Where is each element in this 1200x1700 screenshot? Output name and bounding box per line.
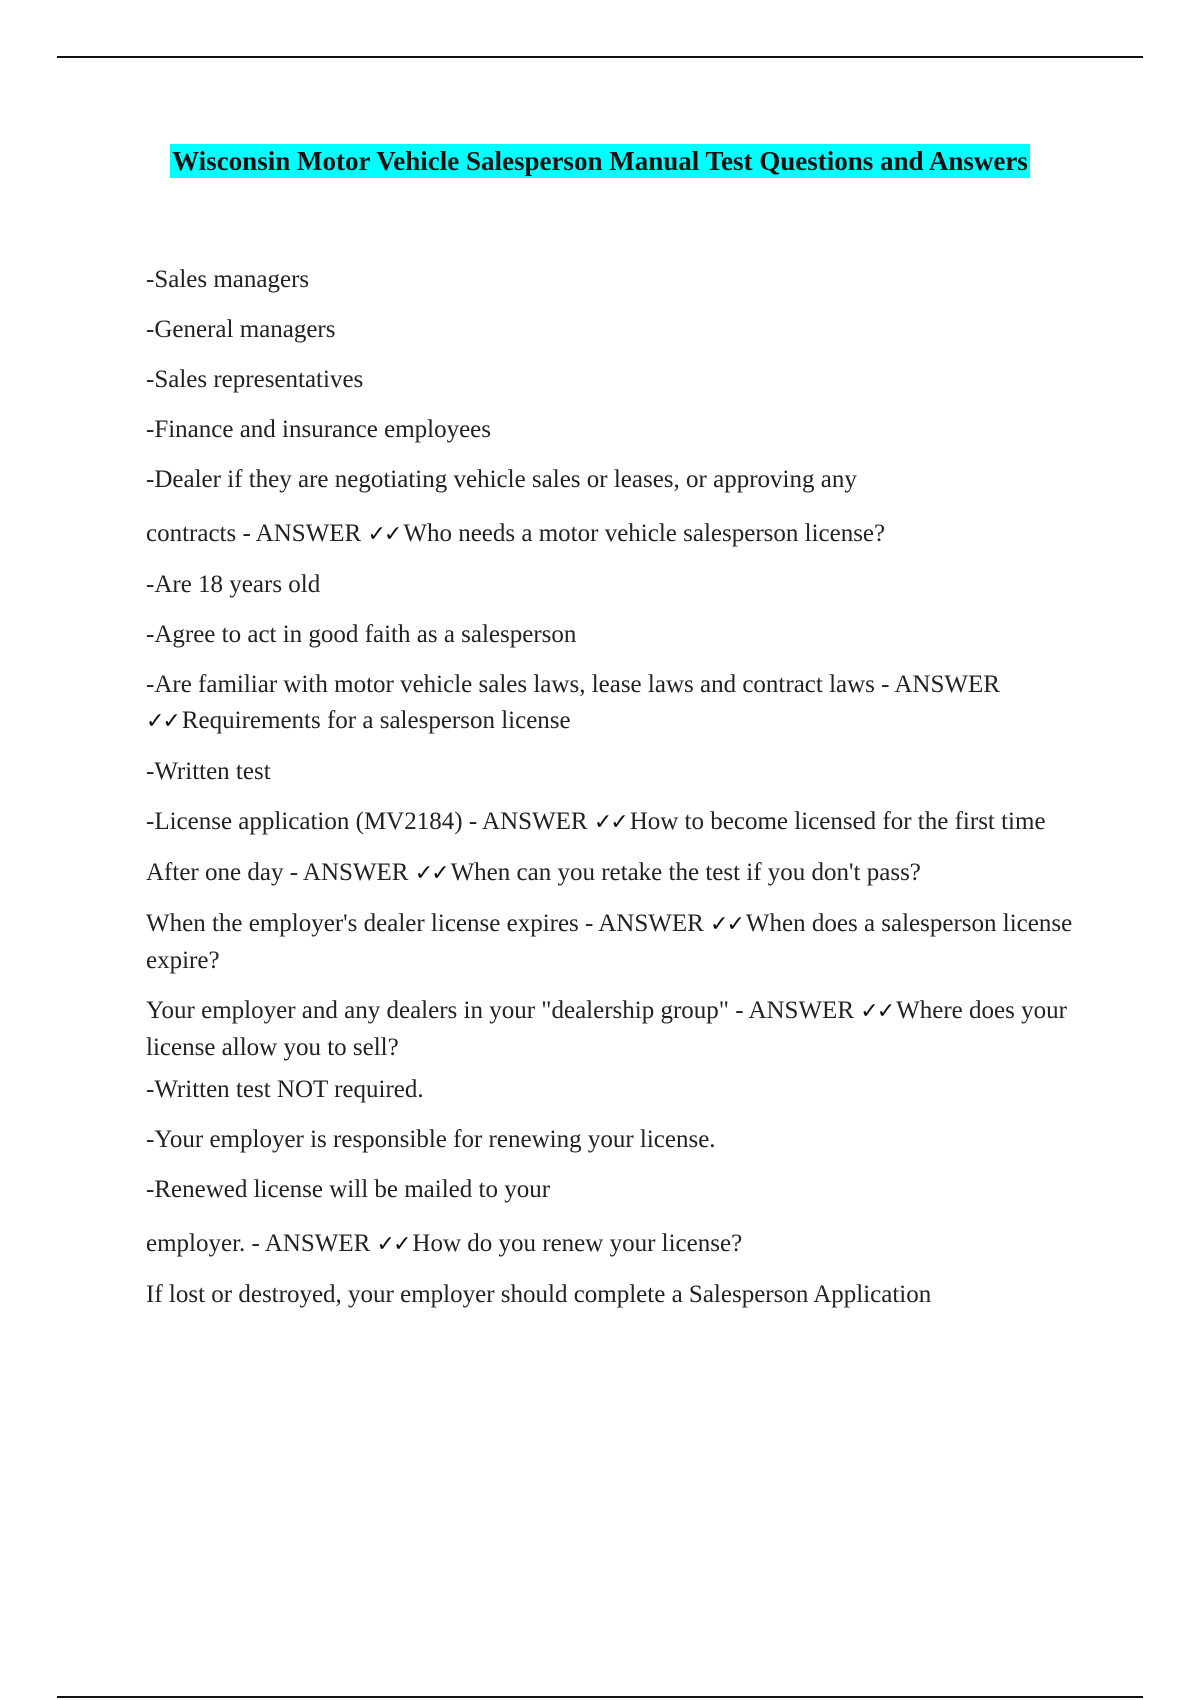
answer-line (146, 855, 1086, 892)
question-text: Where does your license allow you to sell? (146, 997, 1067, 1061)
double-check-icon: ✓✓ (367, 522, 401, 547)
document-body (146, 262, 1086, 1327)
text-line: -Written test (146, 758, 271, 785)
question-text: When can you retake the test if you don't pass? (450, 859, 921, 886)
double-check-icon: ✓✓ (376, 1232, 410, 1257)
text-line: -Finance and insurance employees (146, 416, 492, 443)
double-check-icon: ✓✓ (860, 999, 894, 1024)
text-line: If lost or destroyed, your employer should complete a Salesperson Application (146, 1281, 932, 1308)
text-line: -General managers (146, 316, 336, 343)
double-check-icon: ✓✓ (414, 861, 448, 886)
question-text: Requirements for a salesperson license (181, 707, 571, 734)
text-line: -Written test NOT required. (146, 1076, 424, 1103)
answer-prefix: -Are familiar with motor vehicle sales laws, lease laws and contract laws - ANSWER (146, 671, 1000, 698)
text-line: -Dealer if they are negotiating vehicle sales or leases, or approving any (146, 466, 857, 493)
answer-line (146, 516, 1086, 553)
question-text: Who needs a motor vehicle salesperson license? (403, 520, 886, 547)
top-rule (57, 56, 1143, 58)
bottom-rule (57, 1696, 1143, 1698)
double-check-icon: ✓✓ (593, 810, 627, 835)
question-text: How do you renew your license? (412, 1230, 743, 1257)
answer-prefix: When the employer's dealer license expires - ANSWER (146, 910, 711, 937)
text-line: -Sales managers (146, 266, 310, 293)
question-text: How to become licensed for the first time (629, 808, 1046, 835)
answer-line (146, 1226, 1086, 1263)
answer-line (146, 804, 1086, 841)
answer-line (146, 993, 1086, 1066)
answer-line (146, 906, 1086, 979)
text-line: -Are 18 years old (146, 571, 321, 598)
answer-prefix: contracts - ANSWER (146, 520, 368, 547)
answer-prefix: -License application (MV2184) - ANSWER (146, 808, 594, 835)
double-check-icon: ✓✓ (146, 709, 179, 734)
question-text: When does a salesperson license expire? (146, 910, 1073, 974)
answer-prefix: After one day - ANSWER (146, 859, 415, 886)
answer-prefix: employer. - ANSWER (146, 1230, 377, 1257)
document-title: Wisconsin Motor Vehicle Salesperson Manual Test Questions and Answers (172, 146, 1028, 176)
text-line: -Renewed license will be mailed to your (146, 1176, 551, 1203)
answer-prefix: Your employer and any dealers in your "dealership group" - ANSWER (146, 997, 861, 1024)
text-line: -Your employer is responsible for renewing your license. (146, 1126, 716, 1153)
double-check-icon: ✓✓ (710, 912, 743, 937)
text-line: -Sales representatives (146, 366, 364, 393)
answer-line (146, 667, 1086, 740)
title-container (0, 144, 1200, 178)
text-line: -Agree to act in good faith as a salesperson (146, 621, 577, 648)
